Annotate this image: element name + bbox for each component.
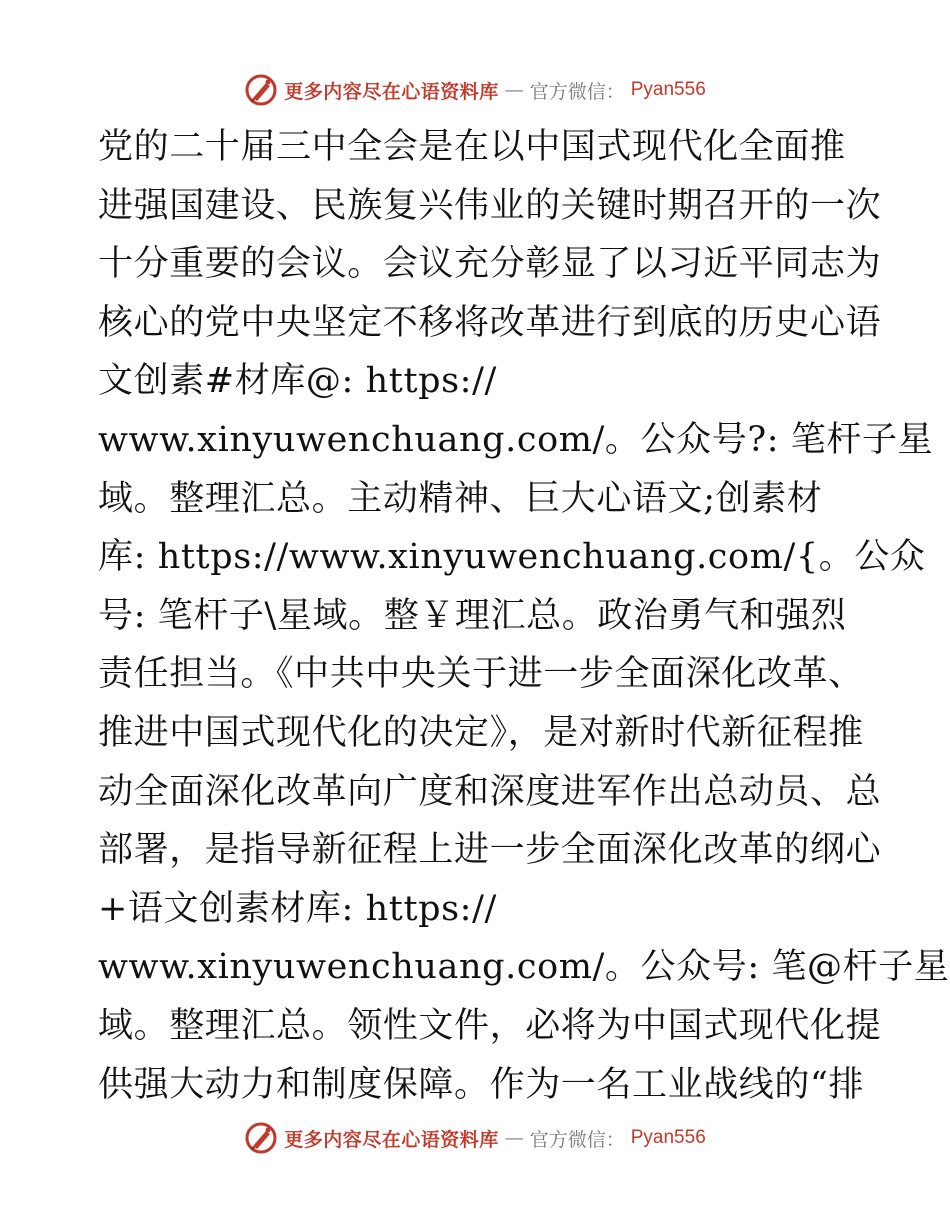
text-line: 党的二十届三中全会是在以中国式现代化全面推	[98, 127, 846, 167]
text-line: 部署，是指导新征程上进一步全面深化改革的纲心	[98, 830, 882, 871]
text-line: +语文创素材库: https://	[98, 888, 497, 929]
text-line: 核心的党中央坚定不移将改革进行到底的历史心语	[98, 302, 882, 343]
watermark-wechat-id: Pyan556	[630, 79, 706, 100]
text-line: 号: 笔杆子\星域。整￥理汇总。政治勇气和强烈	[98, 595, 847, 636]
watermark-wechat-id: Pyan556	[630, 1127, 706, 1148]
watermark-site-text: 更多内容尽在心语资料库	[284, 1128, 499, 1151]
watermark-wechat-label: 官方微信：	[529, 80, 625, 103]
text-line: 域。整理汇总。领性文件，必将为中国式现代化提	[98, 1005, 882, 1046]
pen-logo-icon	[244, 73, 278, 107]
text-line: 责任担当。《中共中央关于进一步全面深化改革、	[98, 654, 864, 695]
text-line: 供强大动力和制度保障。作为一名工业战线的“排	[98, 1064, 865, 1105]
text-line: 推进中国式现代化的决定》，是对新时代新征程推	[98, 712, 864, 753]
watermark-wechat-label: 官方微信：	[529, 1128, 625, 1151]
watermark-dash: —	[504, 79, 524, 101]
text-line: 十分重要的会议。会议充分彰显了以习近平同志为	[98, 244, 882, 285]
body-text	[98, 118, 950, 1114]
text-line: 库: https://www.xinyuwenchuang.com/{。公众	[98, 537, 926, 578]
text-line: www.xinyuwenchuang.com/。公众号: 笔@杆子星	[98, 947, 950, 988]
footer-watermark	[0, 1118, 950, 1158]
text-line: 域。整理汇总。主动精神、巨大心语文;创素材	[98, 478, 823, 519]
text-line: 进强国建设、民族复兴伟业的关键时期召开的一次	[98, 185, 882, 226]
header-watermark	[0, 70, 950, 110]
text-line: 文创素#材库@: https://	[98, 361, 497, 402]
pen-logo-icon	[244, 1121, 278, 1155]
watermark-site-text: 更多内容尽在心语资料库	[284, 80, 499, 103]
text-line: www.xinyuwenchuang.com/。公众号?: 笔杆子星	[98, 419, 934, 460]
watermark-dash: —	[504, 1127, 524, 1149]
text-line: 动全面深化改革向广度和深度进军作出总动员、总	[98, 771, 882, 812]
